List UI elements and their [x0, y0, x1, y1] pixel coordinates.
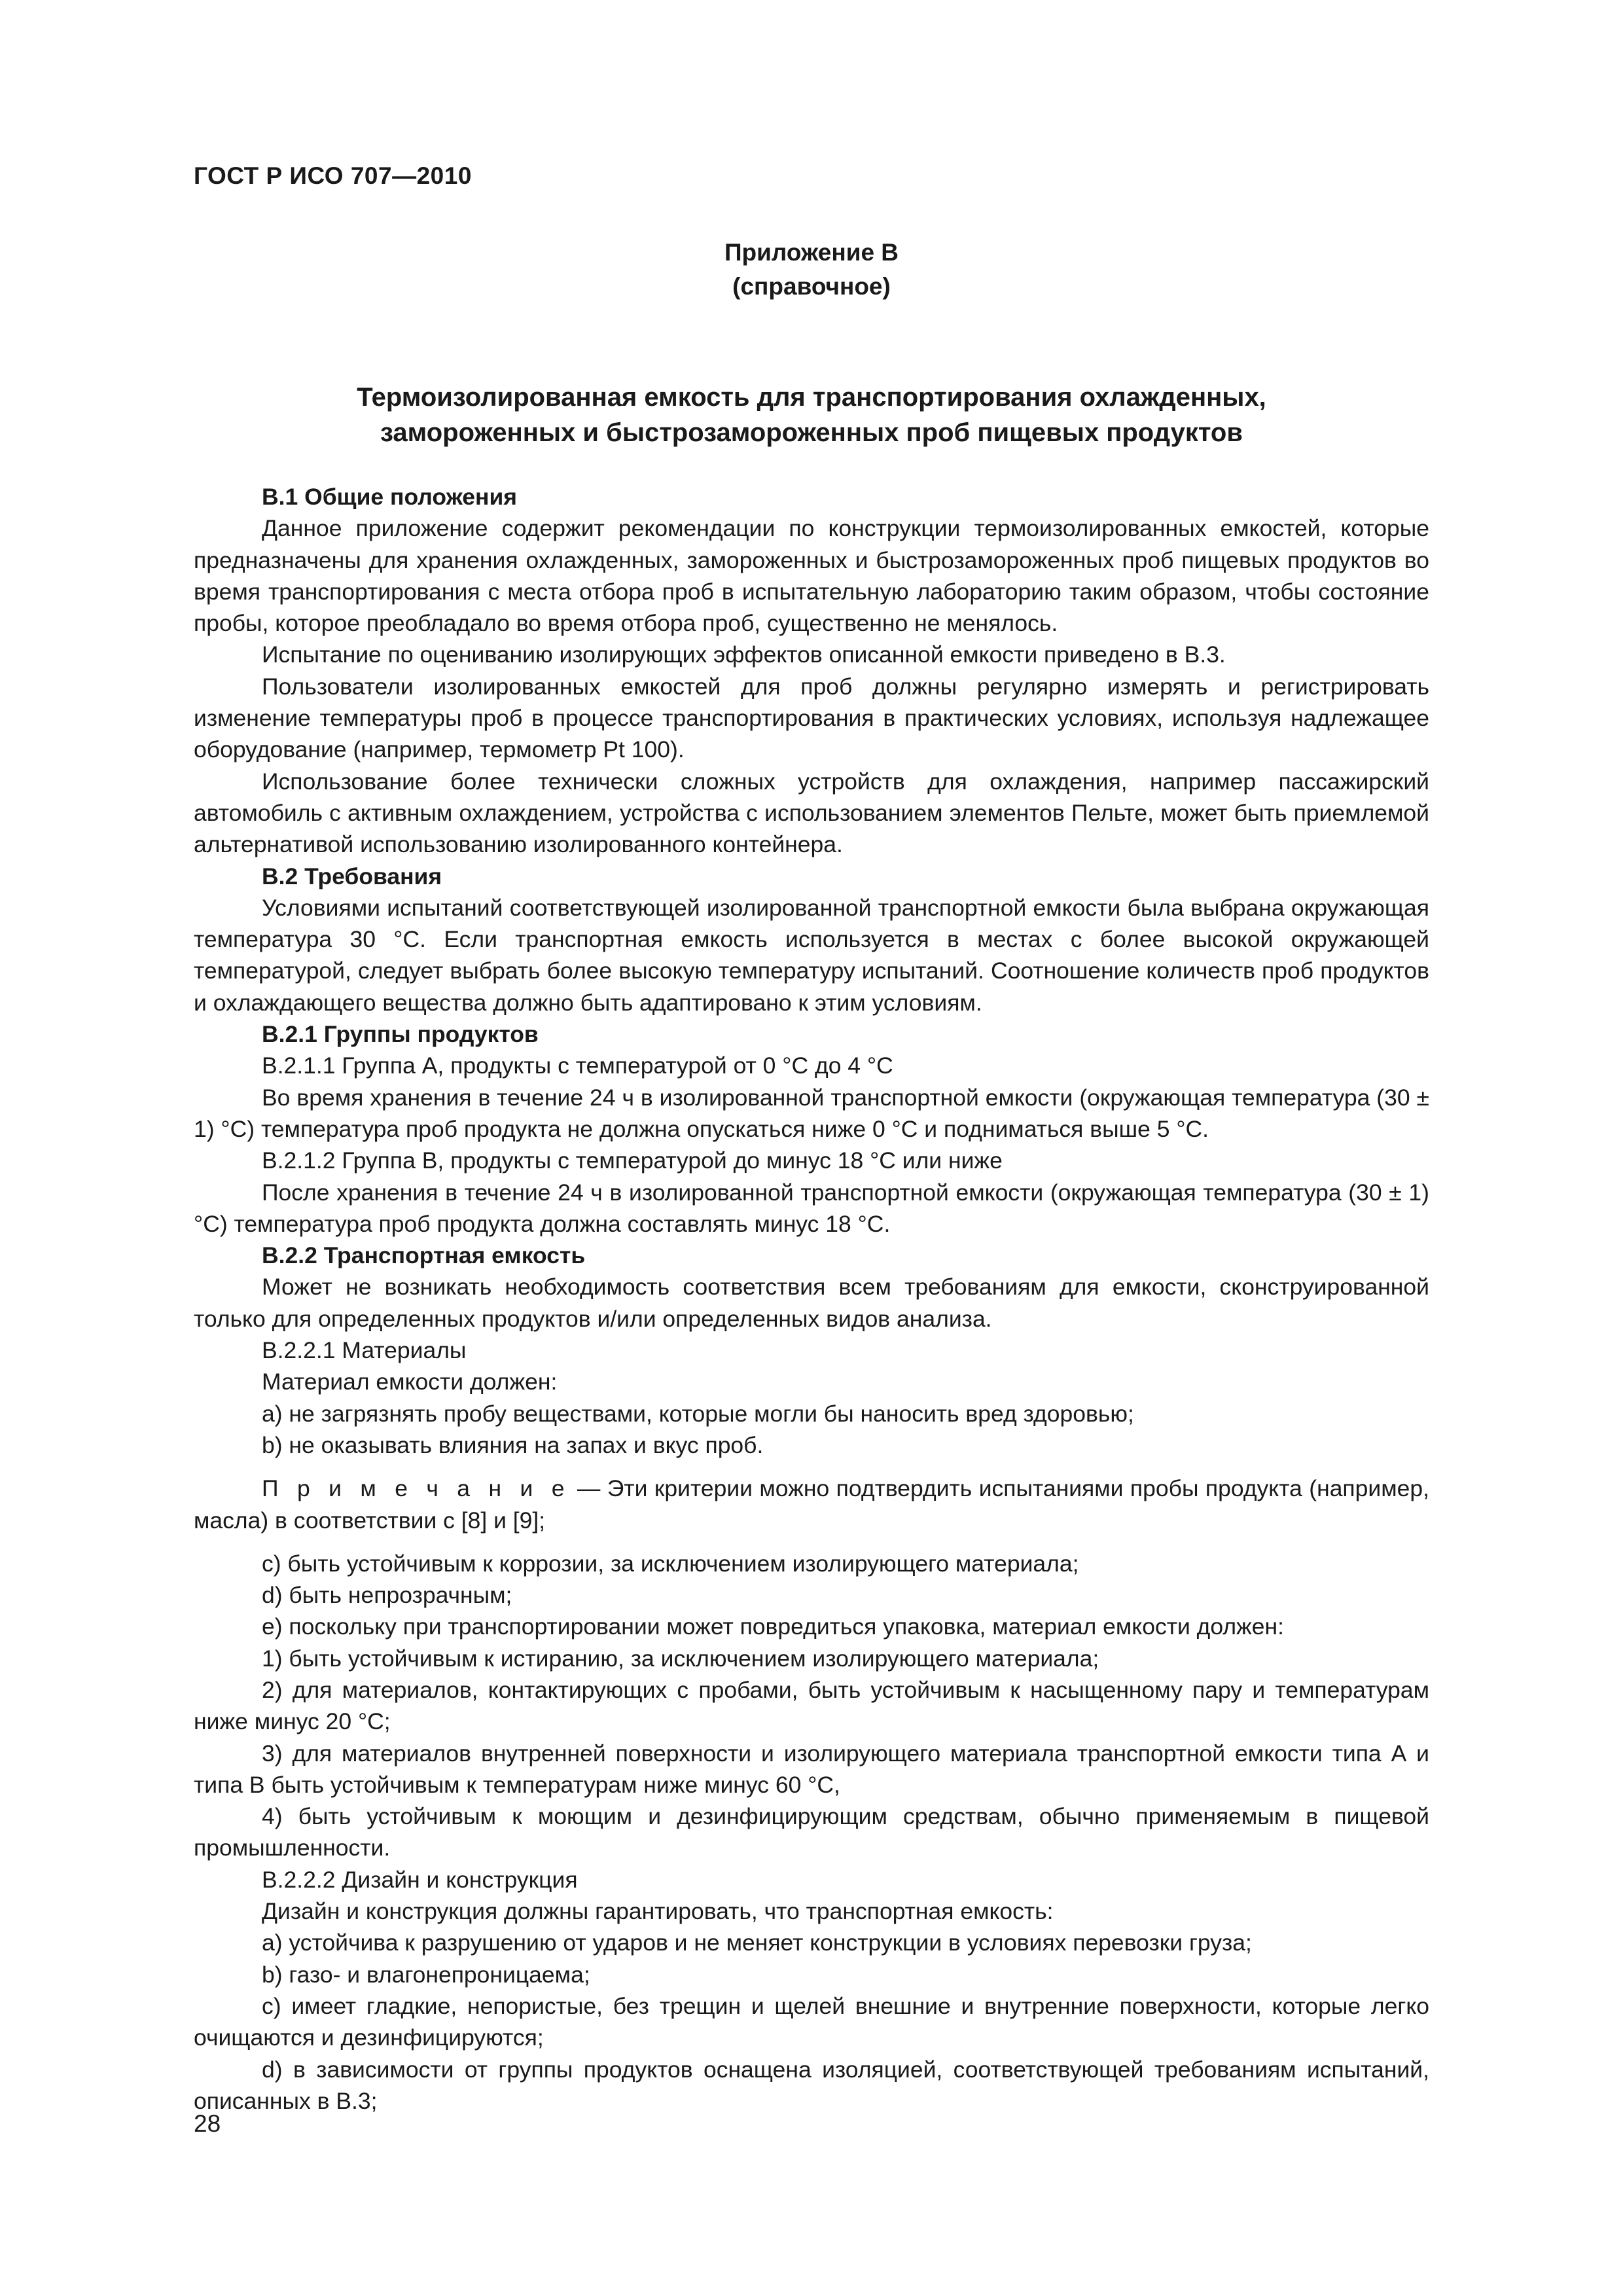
list-item: 1) быть устойчивым к истиранию, за исключением изолирующего материала; [262, 1645, 1099, 1672]
paragraph: Дизайн и конструкция должны гарантировать, что транспортная емкость: [262, 1898, 1054, 1925]
section-heading-b2: В.2 Требования [262, 863, 442, 889]
subsection-heading-b212: В.2.1.2 Группа В, продукты с температурой до минус 18 °С или ниже [262, 1147, 1003, 1174]
list-item: 4) быть устойчивым к моющим и дезинфицирующим средствам, обычно применяемым в пищевой промышленности. [194, 1803, 1429, 1861]
list-item: d) в зависимости от группы продуктов оснащена изоляцией, соответствующей требованиям испытаний, описанных в В.3; [194, 2056, 1429, 2114]
title-line-2: замороженных и быстрозамороженных проб пищевых продуктов [380, 418, 1243, 447]
document-body [194, 481, 1429, 2117]
list-item: e) поскольку при транспортировании может повредиться упаковка, материал емкости должен: [262, 1613, 1285, 1640]
list-item: a) не загрязнять пробу веществами, которые могли бы наносить вред здоровью; [262, 1400, 1134, 1427]
appendix-status: (справочное) [732, 273, 891, 300]
paragraph: Материал емкости должен: [262, 1369, 558, 1395]
list-item: c) быть устойчивым к коррозии, за исключением изолирующего материала; [262, 1550, 1079, 1577]
list-item: b) газо- и влагонепроницаема; [262, 1961, 590, 1988]
paragraph: Условиями испытаний соответствующей изолированной транспортной емкости была выбрана окружающая температура 30 °С. Если транспортная емкость используется в местах с более высокой окружающей температурой, следует выбрать более высокую температуру испытаний. Соотношение количеств проб продуктов и охлаждающего вещества должно быть адаптировано к этим условиям. [194, 894, 1429, 1016]
note-label: П р и м е ч а н и е [262, 1475, 571, 1502]
note-text: — Эти критерии можно подтвердить испытаниями пробы продукта (например, масла) в соответствии с [8] и [9]; [194, 1475, 1429, 1534]
paragraph: Данное приложение содержит рекомендации по конструкции термоизолированных емкостей, которые предназначены для хранения охлажденных, замороженных и быстрозамороженных проб пищевых продуктов во время транспортирования с места отбора проб в испытательную лабораторию таким образом, чтобы состояние пробы, которое преобладало во время отбора проб, существенно не менялось. [194, 515, 1429, 637]
list-item: 3) для материалов внутренней поверхности и изолирующего материала транспортной емкости типа А и типа В быть устойчивым к температурам ниже минус 60 °С, [194, 1740, 1429, 1798]
subsection-heading-b222: В.2.2.2 Дизайн и конструкция [262, 1866, 578, 1893]
note [194, 1473, 1429, 1536]
list-item: b) не оказывать влияния на запах и вкус проб. [262, 1431, 764, 1458]
list-item: d) быть непрозрачным; [262, 1582, 512, 1609]
paragraph: Во время хранения в течение 24 ч в изолированной транспортной емкости (окружающая температура (30 ± 1) °С) температура проб продукта не должна опускаться ниже 0 °С и подниматься выше 5 °С. [194, 1084, 1429, 1142]
title-line-1: Термоизолированная емкость для транспортирования охлажденных, [357, 383, 1266, 412]
subsection-heading-b211: В.2.1.1 Группа А, продукты с температурой от 0 °С до 4 °С [262, 1052, 893, 1079]
subsection-heading-b221: В.2.2.1 Материалы [262, 1337, 467, 1364]
list-item: c) имеет гладкие, непористые, без трещин и щелей внешние и внутренние поверхности, которые легко очищаются и дезинфицируются; [194, 1992, 1429, 2051]
paragraph: Пользователи изолированных емкостей для проб должны регулярно измерять и регистрировать изменение температуры проб в процессе транспортирования в практических условиях, используя надлежащее оборудование (например, термометр Pt 100). [194, 673, 1429, 763]
section-heading-b22: В.2.2 Транспортная емкость [262, 1242, 586, 1269]
list-item: 2) для материалов, контактирующих с пробами, быть устойчивым к насыщенному пару и температурам ниже минус 20 °С; [194, 1676, 1429, 1735]
section-heading-b21: В.2.1 Группы продуктов [262, 1021, 539, 1048]
appendix-label: Приложение В [724, 239, 899, 266]
document-header: ГОСТ Р ИСО 707—2010 [194, 162, 472, 189]
paragraph: Испытание по оцениванию изолирующих эффектов описанной емкости приведено в В.3. [262, 641, 1226, 668]
page-number: 28 [194, 2110, 221, 2137]
list-item: a) устойчива к разрушению от ударов и не меняет конструкции в условиях перевозки груза; [262, 1929, 1252, 1956]
appendix-heading [194, 236, 1429, 304]
paragraph: Может не возникать необходимость соответствия всем требованиям для емкости, сконструированной только для определенных продуктов и/или определенных видов анализа. [194, 1274, 1429, 1332]
paragraph: Использование более технически сложных устройств для охлаждения, например пассажирский автомобиль с активным охлаждением, устройства с использованием элементов Пельте, может быть приемлемой альтернативой использованию изолированного контейнера. [194, 768, 1429, 858]
section-heading-b1: В.1 Общие положения [262, 484, 517, 510]
appendix-title [194, 380, 1429, 450]
paragraph: После хранения в течение 24 ч в изолированной транспортной емкости (окружающая температура (30 ± 1) °С) температура проб продукта должна составлять минус 18 °С. [194, 1179, 1429, 1237]
